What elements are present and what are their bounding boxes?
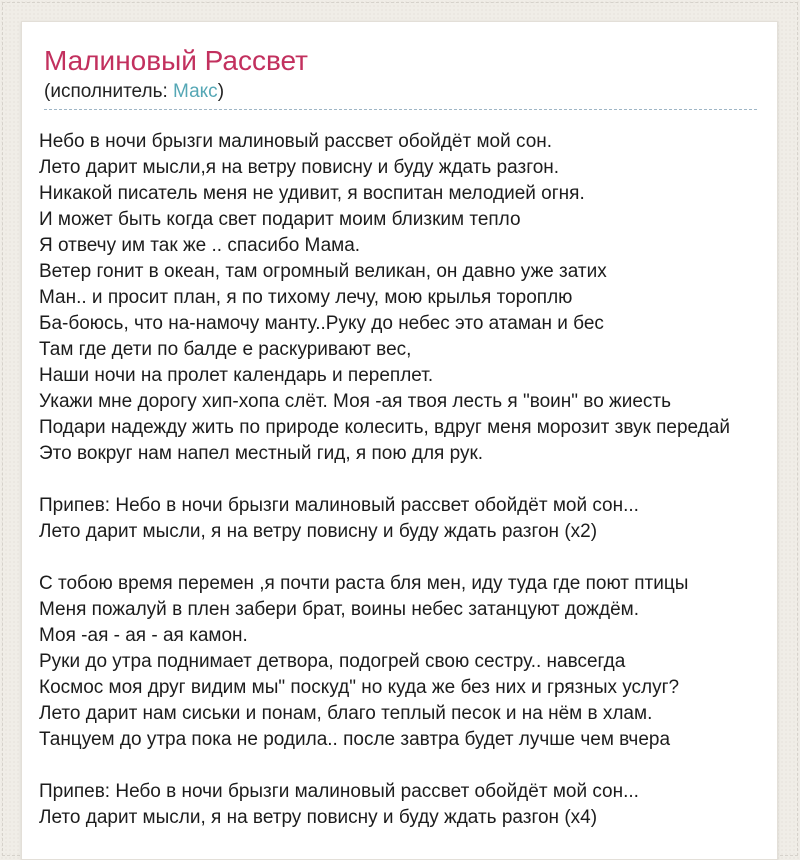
song-header <box>22 22 777 110</box>
lyric-line: Танцуем до утра пока не родила.. после завтра будет лучше чем вчера <box>39 728 671 750</box>
lyric-line: Лето дарит мысли,я на ветру повисну и буду ждать разгон. <box>39 156 560 178</box>
lyric-line: Наши ночи на пролет календарь и переплет. <box>39 364 434 386</box>
lyric-block <box>39 493 773 545</box>
lyric-line: Лето дарит нам сиськи и понам, благо теплый песок и на нём в хлам. <box>39 702 653 724</box>
lyric-line: Меня пожалуй в плен забери брат, воины небес затанцуют дождём. <box>39 598 639 620</box>
lyrics <box>22 110 777 859</box>
artist-line <box>44 81 757 103</box>
lyric-line: Лето дарит мысли, я на ветру повисну и буду ждать разгон (х2) <box>39 520 598 542</box>
lyric-line: Подари надежду жить по природе колесить, вдруг меня морозит звук передай <box>39 416 730 438</box>
artist-link[interactable]: Макс <box>173 80 218 102</box>
lyric-line: Никакой писатель меня не удивит, я воспитан мелодией огня. <box>39 182 585 204</box>
lyric-line: Это вокруг нам напел местный гид, я пою для рук. <box>39 442 484 464</box>
lyric-line: Ман.. и просит план, я по тихому лечу, мою крылья тороплю <box>39 286 573 308</box>
lyric-line: И может быть когда свет подарит моим близким тепло <box>39 208 521 230</box>
artist-suffix: ) <box>217 80 225 102</box>
lyric-line: Я отвечу им так же .. спасибо Мама. <box>39 234 361 256</box>
lyric-line: Моя -ая - ая - ая камон. <box>39 624 248 646</box>
lyric-line: Лето дарит мысли, я на ветру повисну и буду ждать разгон (х4) <box>39 806 598 828</box>
lyric-line: Припев: Небо в ночи брызги малиновый рассвет обойдёт мой сон... <box>39 494 639 516</box>
artist-prefix: (исполнитель: <box>44 80 174 102</box>
lyric-line: Припев: Небо в ночи брызги малиновый рассвет обойдёт мой сон... <box>39 780 639 802</box>
lyric-line: С тобою время перемен ,я почти раста бля мен, иду туда где поют птицы <box>39 572 689 594</box>
lyric-line: Космос моя друг видим мы" поскуд" но куда же без них и грязных услуг? <box>39 676 680 698</box>
lyric-block <box>39 779 773 831</box>
lyric-line: Там где дети по балде е раскуривают вес, <box>39 338 412 360</box>
song-title: Малиновый Рассвет <box>44 45 308 76</box>
lyric-line: Небо в ночи брызги малиновый рассвет обойдёт мой сон. <box>39 130 553 152</box>
lyric-block <box>39 571 773 753</box>
lyric-line: Руки до утра поднимает детвора, подогрей свою сестру.. навсегда <box>39 650 626 672</box>
lyric-line: Укажи мне дорогу хип-хопа слёт. Моя -ая твоя лесть я "воин" во жиесть <box>39 390 672 412</box>
lyric-line: Ба-боюсь, что на-намочу манту..Руку до небес это атаман и бес <box>39 312 604 334</box>
lyric-block <box>39 129 773 467</box>
content-card <box>21 21 778 860</box>
lyric-line: Ветер гонит в океан, там огромный великан, он давно уже затих <box>39 260 607 282</box>
